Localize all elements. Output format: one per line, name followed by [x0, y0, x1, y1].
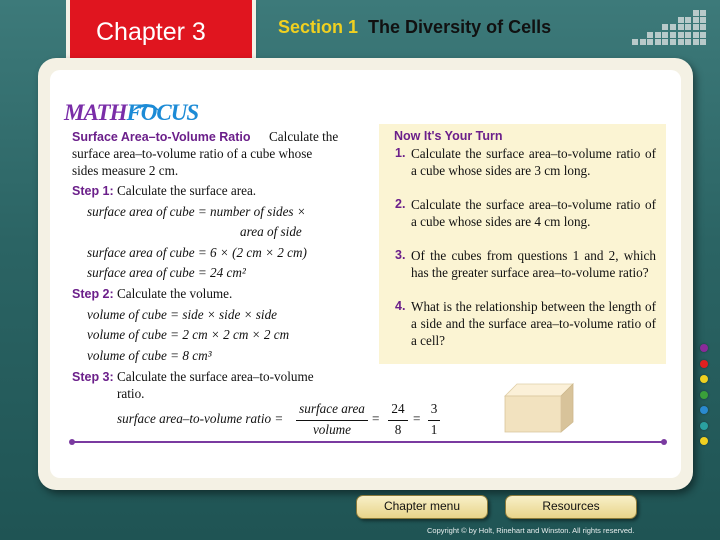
color-dot — [700, 437, 708, 445]
grid-dot — [693, 17, 699, 23]
grid-dot — [685, 39, 691, 45]
step2-label: Step 2: — [72, 287, 114, 301]
your-turn-heading: Now It's Your Turn — [394, 129, 503, 143]
grid-dot — [670, 39, 676, 45]
equals-sign-2: = — [413, 411, 421, 426]
grid-dot — [685, 17, 691, 23]
grid-dot — [640, 39, 646, 45]
color-dot — [700, 406, 708, 414]
step3-label: Step 3: — [72, 370, 114, 384]
step3-text: Calculate the surface area–to-volume — [116, 369, 314, 384]
color-dot — [700, 344, 708, 352]
ratio-label: surface area–to-volume ratio = — [117, 411, 284, 426]
ratio-fraction-2: $\frac{24}{8}$ — [388, 399, 408, 438]
question-4: 4. What is the relationship between the length of a side and the surface area–to-volume ratio of a cell? — [395, 299, 656, 348]
color-dot — [700, 375, 708, 383]
grid-dot — [685, 32, 691, 38]
grid-dot — [693, 32, 699, 38]
example-heading: Surface Area–to-Volume Ratio — [72, 130, 251, 144]
step2-line-3: volume of cube = 8 cm³ — [87, 348, 212, 363]
ratio-fraction-3: $\frac{3}{1}$ — [428, 399, 440, 438]
step2-line-1: volume of cube = side × side × side — [87, 307, 278, 322]
intro-line-2: surface area–to-volume ratio of a cube whose — [72, 146, 313, 161]
step1-line-3: surface area of cube = 6 × (2 cm × 2 cm) — [87, 245, 307, 260]
math-focus-logo: MATHFOCUS — [64, 100, 199, 125]
grid-dot — [662, 24, 668, 30]
section-title — [278, 17, 551, 38]
grid-dot — [693, 10, 699, 16]
intro-line-1: Calculate the — [269, 129, 339, 144]
grid-dot — [655, 32, 661, 38]
question-3: 3. Of the cubes from questions 1 and 2, which has the greater surface area–to-volume ratio? — [395, 248, 656, 280]
your-turn-box — [379, 124, 666, 364]
section-label: Section 1 — [278, 17, 359, 37]
chapter-menu-button[interactable]: Chapter menu — [356, 495, 488, 519]
grid-dot — [685, 24, 691, 30]
decorative-color-dots — [700, 344, 708, 453]
step2-line-2: volume of cube = 2 cm × 2 cm × 2 cm — [87, 327, 290, 342]
color-dot — [700, 391, 708, 399]
color-dot — [700, 360, 708, 368]
section-name: The Diversity of Cells — [368, 17, 552, 37]
step1-line-2: area of side — [240, 224, 302, 239]
step1-line-1: surface area of cube = number of sides × — [87, 204, 306, 219]
grid-dot — [647, 32, 653, 38]
grid-dot — [655, 39, 661, 45]
equals-sign-1: = — [372, 411, 380, 426]
step3-text-2: ratio. — [117, 386, 145, 401]
decorative-dot-grid — [632, 10, 710, 46]
cube-illustration — [503, 382, 575, 434]
chapter-label: Chapter 3 — [96, 18, 206, 46]
grid-dot — [700, 17, 706, 23]
grid-dot — [662, 39, 668, 45]
resources-button[interactable]: Resources — [505, 495, 637, 519]
grid-dot — [632, 39, 638, 45]
intro-line-3: sides measure 2 cm. — [72, 163, 179, 178]
step2-text: Calculate the volume. — [116, 286, 233, 301]
step1-text: Calculate the surface area. — [116, 183, 257, 198]
step1-line-4: surface area of cube = 24 cm² — [87, 265, 246, 280]
grid-dot — [700, 24, 706, 30]
grid-dot — [670, 32, 676, 38]
question-1: 1. Calculate the surface area–to-volume ratio of a cube whose sides are 3 cm long. — [395, 146, 656, 178]
grid-dot — [647, 39, 653, 45]
grid-dot — [670, 24, 676, 30]
grid-dot — [662, 32, 668, 38]
grid-dot — [678, 17, 684, 23]
grid-dot — [678, 32, 684, 38]
grid-dot — [678, 24, 684, 30]
color-dot — [700, 422, 708, 430]
question-2: 2. Calculate the surface area–to-volume ratio of a cube whose sides are 4 cm long. — [395, 197, 656, 229]
grid-dot — [700, 10, 706, 16]
grid-dot — [693, 24, 699, 30]
divider-line — [72, 441, 664, 443]
copyright-text: Copyright © by Holt, Rinehart and Winston. All rights reserved. — [427, 526, 635, 535]
grid-dot — [693, 39, 699, 45]
ratio-fraction-1: surface area volume — [296, 399, 368, 438]
step1-label: Step 1: — [72, 184, 114, 198]
grid-dot — [700, 39, 706, 45]
swoosh-icon — [132, 104, 160, 125]
grid-dot — [678, 39, 684, 45]
grid-dot — [700, 32, 706, 38]
